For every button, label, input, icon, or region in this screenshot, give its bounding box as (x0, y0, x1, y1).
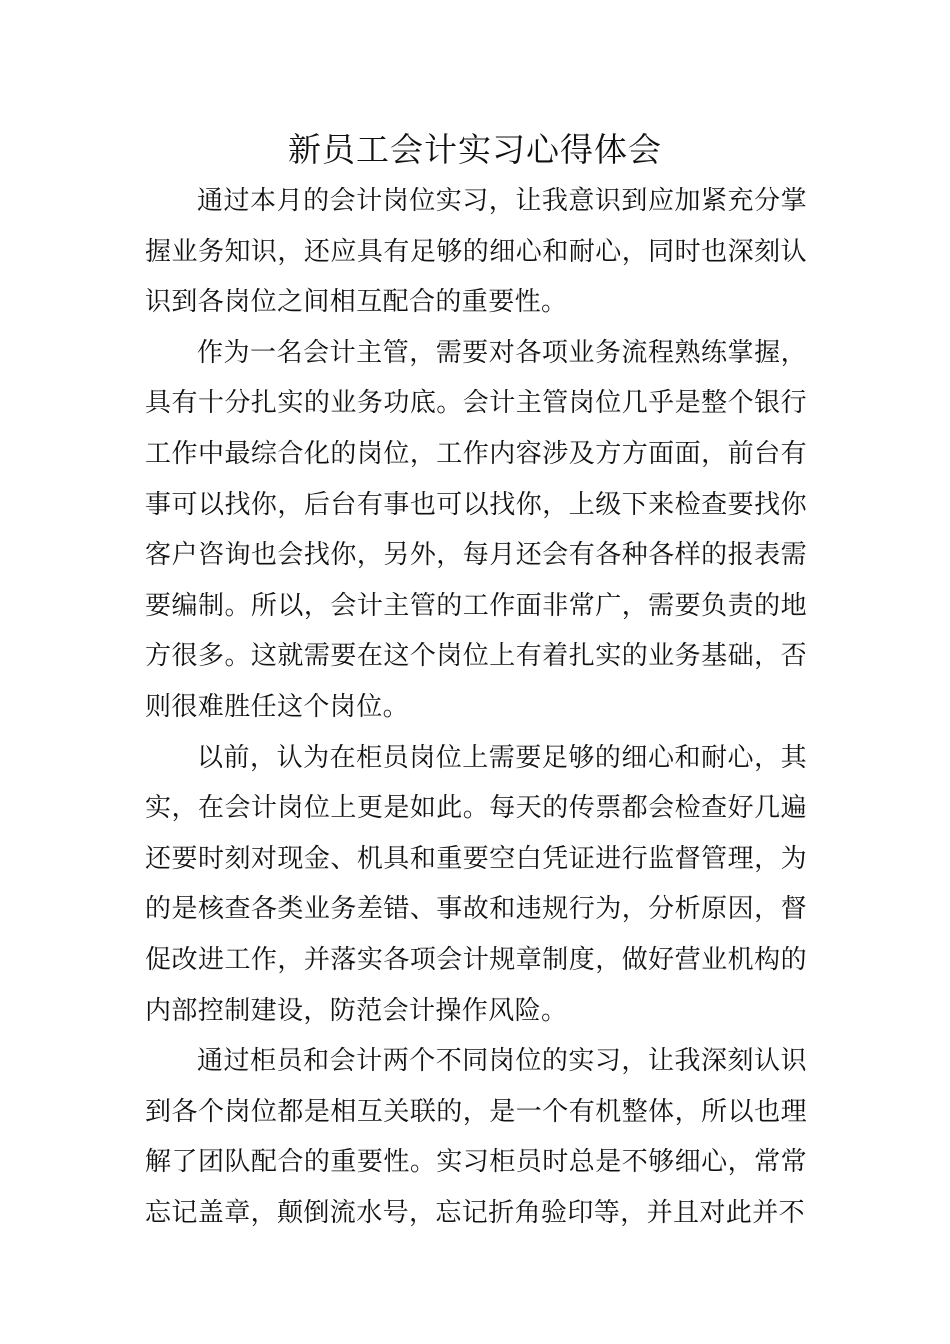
paragraph-1: 通过本月的会计岗位实习，让我意识到应加紧充分掌握业务知识，还应具有足够的细心和耐心，同时也深刻认识到各岗位之间相互配合的重要性。 (145, 186, 807, 318)
document-title: 新员工会计实习心得体会 (288, 130, 662, 169)
paragraph-3: 以前，认为在柜员岗位上需要足够的细心和耐心，其实，在会计岗位上更是如此。每天的传票都会检查好几遍还要时刻对现金、机具和重要空白凭证进行监督管理，为的是核查各类业务差错、事故和违规行为，分析原因，督促改进工作，并落实各项会计规章制度，做好营业机构的内部控制建设，防范会计操作风险。 (145, 742, 807, 1026)
paragraph-4: 通过柜员和会计两个不同岗位的实习，让我深刻认识到各个岗位都是相互关联的，是一个有机整体，所以也理解了团队配合的重要性。实习柜员时总是不够细心，常常忘记盖章，颠倒流水号，忘记折角验印等，并且对此并不 (145, 1046, 807, 1228)
document-body (145, 176, 807, 1238)
paragraph-2: 作为一名会计主管，需要对各项业务流程熟练掌握，具有十分扎实的业务功底。会计主管岗位几乎是整个银行工作中最综合化的岗位，工作内容涉及方方面面，前台有事可以找你，后台有事也可以找你，上级下来检查要找你客户咨询也会找你，另外，每月还会有各种各样的报表需要编制。所以，会计主管的工作面非常广，需要负责的地方很多。这就需要在这个岗位上有着扎实的业务基础，否则很难胜任这个岗位。 (145, 337, 807, 722)
